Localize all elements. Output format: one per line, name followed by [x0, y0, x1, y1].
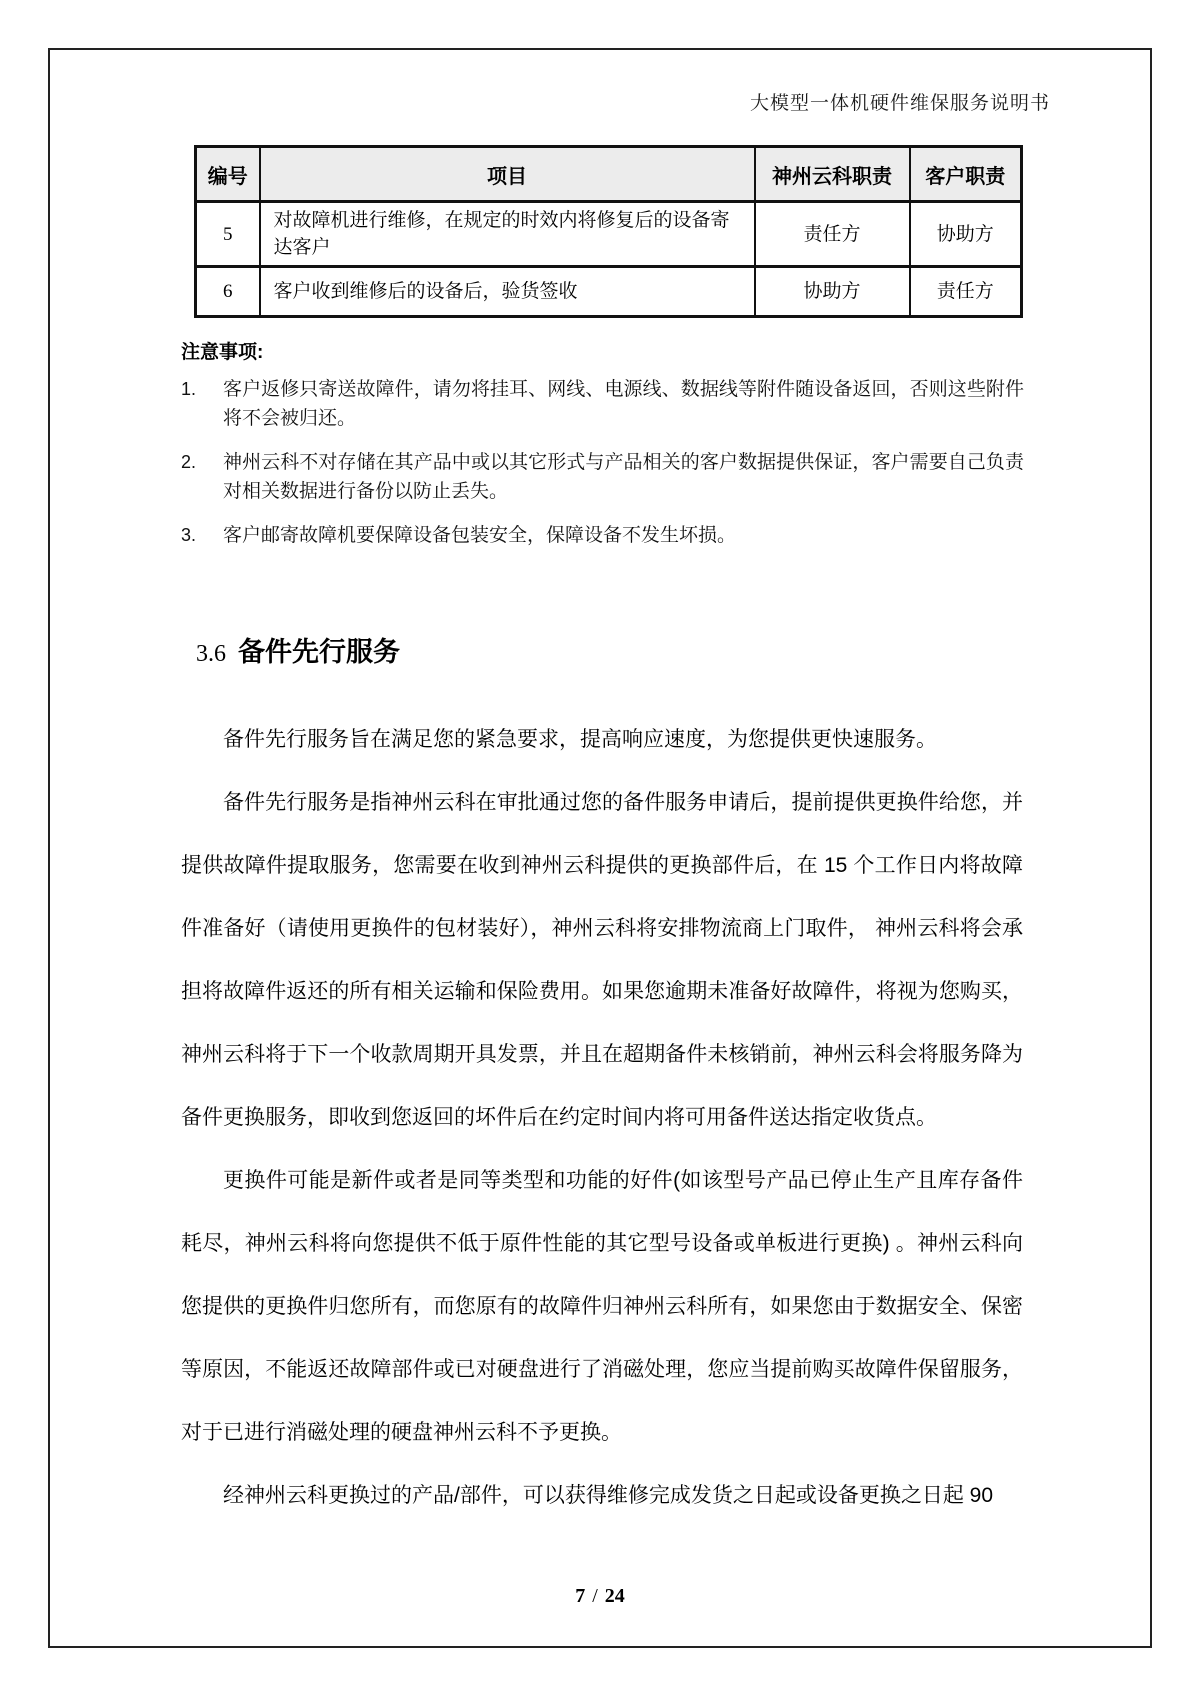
notes-title: 注意事项: — [181, 342, 264, 363]
page-footer — [0, 1585, 1200, 1608]
section-heading — [196, 630, 400, 669]
page-separator: / — [592, 1585, 598, 1607]
cell-item: 客户收到维修后的设备后，验货签收 — [260, 267, 755, 317]
table-row — [196, 202, 1022, 267]
paragraph: 经神州云科更换过的产品/部件，可以获得维修完成发货之日起或设备更换之日起 90 — [223, 1484, 994, 1507]
cell-vendor-role: 责任方 — [755, 202, 910, 267]
paragraph: 更换件可能是新件或者是同等类型和功能的好件(如该型号产品已停止生产且库存备件耗尽，神州云科将向您提供不低于原件性能的其它型号设备或单板进行更换) 。神州云科向您提供的更换件归您所有，而您原有的故障件归神州云科所有，如果您由于数据安全、保密等原因，不能返还故障部件或已对硬盘进行了消磁处理，您应当提前购买故障件保留服务，对于已进行消磁处理的硬盘神州云科不予更换。 — [181, 1169, 1023, 1444]
note-number: 2. — [181, 452, 197, 472]
paragraph: 备件先行服务旨在满足您的紧急要求，提高响应速度，为您提供更快速服务。 — [223, 728, 937, 751]
table-header-row — [196, 147, 1022, 202]
table-header-vendor-duty: 神州云科职责 — [755, 147, 910, 202]
page-total: 24 — [604, 1585, 625, 1607]
cell-customer-role: 协助方 — [910, 202, 1022, 267]
table-header-item: 项目 — [260, 147, 755, 202]
paragraph: 备件先行服务是指神州云科在审批通过您的备件服务申请后，提前提供更换件给您，并提供故障件提取服务，您需要在收到神州云科提供的更换部件后，在 15 个工作日内将故障件准备好（请使用更换件的包材装好），神州云科将安排物流商上门取件， 神州云科将会承担将故障件返还的所有相关运输和保险费用。如果您逾期未准备好故障件，将视为您购买，神州云科将于下一个收款周期开具发票，并且在超期备件未核销前，神州云科会将服务降为备件更换服务，即收到您返回的坏件后在约定时间内将可用备件送达指定收货点。 — [181, 791, 1023, 1129]
note-text: 神州云科不对存储在其产品中或以其它形式与产品相关的客户数据提供保证，客户需要自己负责对相关数据进行备份以防止丢失。 — [223, 452, 1024, 502]
section-body — [181, 708, 1023, 1527]
cell-vendor-role: 协助方 — [755, 267, 910, 317]
note-number: 1. — [181, 379, 197, 399]
table-header-customer-duty: 客户职责 — [910, 147, 1022, 202]
note-item — [181, 448, 1024, 506]
note-text: 客户邮寄故障机要保障设备包装安全，保障设备不发生坏损。 — [223, 525, 737, 546]
cell-item: 对故障机进行维修，在规定的时效内将修复后的设备寄达客户 — [260, 202, 755, 267]
note-item — [181, 375, 1024, 433]
note-item — [181, 521, 1024, 550]
table-row — [196, 267, 1022, 317]
notes-section — [181, 338, 1024, 565]
table-header-no: 编号 — [196, 147, 260, 202]
cell-row-number: 5 — [196, 202, 260, 267]
cell-row-number: 6 — [196, 267, 260, 317]
document-header-title: 大模型一体机硬件维保服务说明书 — [749, 93, 1050, 114]
note-number: 3. — [181, 525, 197, 545]
page-number: 7 — [575, 1585, 586, 1607]
note-text: 客户返修只寄送故障件，请勿将挂耳、网线、电源线、数据线等附件随设备返回，否则这些附件将不会被归还。 — [223, 379, 1024, 429]
responsibility-table — [194, 145, 1023, 318]
cell-customer-role: 责任方 — [910, 267, 1022, 317]
section-title: 备件先行服务 — [238, 637, 400, 667]
section-number: 3.6 — [196, 641, 226, 667]
